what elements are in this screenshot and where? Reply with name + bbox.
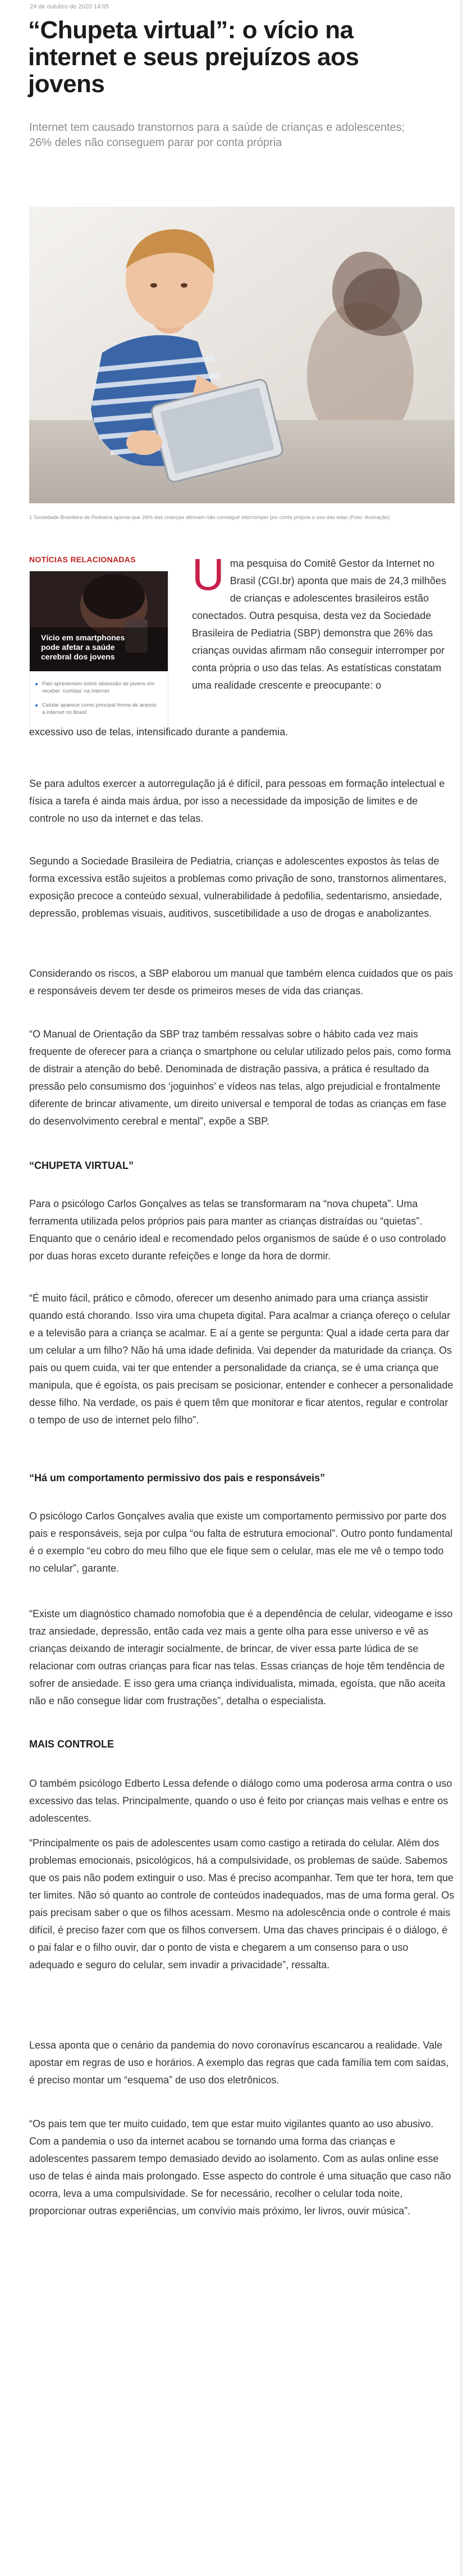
related-news-item[interactable]: Pais apresentam sobre obsessão de jovens em receber ‘curtidas’ na internet [42,680,160,695]
section-heading: MAIS CONTROLE [29,1738,114,1750]
article-body [29,1195,456,1265]
paragraph: Se para adultos exercer a autorregulação já é difícil, para pessoas em formação intelectual e física a tarefa é ainda mais árdua, por isso a necessidade da imposição de limites e de controle no uso da internet e das telas. [29,778,445,824]
intro-text: ma pesquisa do Comitê Gestor da Internet no Brasil (CGI.br) aponta que mais de 24,3 milhões de crianças e adolescentes brasileiros estão conectados. Outra pesquisa, desta vez da Sociedade Brasileira de Pediatria (SBP) demonstra que 26% das crianças ouvidas afirmam não conseguir interromper por conta própria o uso das telas. As estatísticas constatam uma realidade crescente e preocupante: o [192,558,446,691]
related-news [29,555,168,734]
article-body [29,1605,456,1710]
article-intro [192,549,456,694]
paragraph: Considerando os riscos, a SBP elaborou um manual que também elenca cuidados que os pais e responsáveis devem ter desde os primeiros meses de vida das crianças. [29,968,453,996]
article-body [29,1835,456,1974]
article-body [29,2115,456,2220]
article-body [29,853,456,922]
intro-continuation: excessivo uso de telas, intensificado durante a pandemia. [29,726,288,738]
article-body [29,775,456,827]
article-body [29,1775,456,1827]
child-with-tablet-illustration [29,207,455,503]
related-news-list [30,671,168,716]
drop-cap: U [192,549,224,599]
section-heading: “CHUPETA VIRTUAL” [29,1160,134,1171]
related-news-card[interactable] [29,571,168,734]
paragraph: “Principalmente os pais de adolescentes usam como castigo a retirada do celular. Além dos problemas emocionais, psicológicos, há a compulsividade, os problemas de saúde. Sabemos que os pais não podem extinguir o uso. Mas é preciso acompanhar. Tem que ter hora, tem que ter limites. Não só quanto ao controle de conteúdos inadequados, mas de uma forma geral. Os pais precisam saber o que os filhos acessam. Mesmo na adolescência onde o controle é mais difícil, é preciso fazer com que os filhos conversem. Uma das chaves principais é o diálogo, é o pai falar e o filho ouvir, dar o ponto de vista e chegarem a um consenso para o uso adequado e seguro do celular, sem invadir a privacidade”, ressalta. [29,1837,455,1970]
related-news-headline[interactable]: Vício em smartphones pode afetar a saúde cerebral dos jovens [41,633,125,661]
article-body [29,965,456,1000]
page-subtitle: Internet tem causado transtornos para a saúde de crianças e adolescentes; 26% deles não conseguem parar por conta própria [29,121,405,149]
publish-date: 24 de outubro de 2020 14:05 [30,3,109,10]
paragraph: “Os pais tem que ter muito cuidado, tem que estar muito vigilantes quanto ao uso abusivo. Com a pandemia o uso da internet acabou se tornando uma forma das crianças e adolescentes passarem tempo demasiado devido ao isolamento. Com as aulas online esse uso de telas é ainda mais prolongado. Esse aspecto do controle é uma situação que caso não ocorra, leva a uma compulsividade. Se for necessário, recolher o celular toda noite, proporcionar outras experiências, um convívio mais próximo, ler livros, ouvir música”. [29,2118,451,2217]
article-body [29,1026,456,1130]
hero-image [29,207,455,503]
scrollbar-track[interactable] [460,0,463,2576]
article-body [29,2037,456,2089]
paragraph: O também psicólogo Edberto Lessa defende o diálogo como uma poderosa arma contra o uso excessivo das telas. Principalmente, quando o uso é feito por crianças mais velhas e entre os adolescentes. [29,1778,452,1824]
paragraph: “É muito fácil, prático e cômodo, oferecer um desenho animado para uma criança assistir quando está chorando. Isso vira uma chupeta digital. Para acalmar a criança ofereço o celular e a televisão para a criança se acalmar. E aí a gente se pergunta: Qual a idade certa para dar um celular a um filho? Não há uma idade definida. Vai depender da maturidade da criança. Os pais ou quem cuida, vai ter que entender a personalidade da criança, se é uma criança que manipula, que é egoísta, os pais precisam se posicionar, entender e conhecer a personalidade desse filho. Na verdade, os pais é quem têm que monitorar e ficar atentos, regular e controlar o tempo de uso de internet pelo filho”. [29,1292,453,1426]
paragraph: “O Manual de Orientação da SBP traz também ressalvas sobre o hábito cada vez mais frequente de oferecer para a criança o smartphone ou celular utilizado pelos pais, como forma de distrair a atenção do bebê. Denominada de distração passiva, a prática é resultado da pressão pelo consumismo dos ‘joguinhos’ e vídeos nas telas, algo prejudicial e frontalmente diferente de brincar ativamente, um direito universal e temporal de todas as crianças em fase do desenvolvimento cerebral e mental”, expõe a SBP. [29,1028,451,1127]
related-news-title: NOTÍCIAS RELACIONADAS [29,555,136,564]
article-body [29,1469,456,1487]
paragraph: “Existe um diagnóstico chamado nomofobia que é a dependência de celular, videogame e isso traz ansiedade, depressão, então cada vez mais a gente olha para esse universo e vê as crianças deixando de interagir socialmente, de brincar, de viver essa parte lúdica de se relacionar com outras crianças para ficar nas telas. Essas crianças de hoje têm tendência de sofrer de ansiedade. E isso gera uma criança individualista, mimada, egoísta, que não aceita não e não consegue lidar com frustrações”, detalha o especialista. [29,1608,453,1706]
related-news-item[interactable]: Celular aparece como principal forma de acesso à internet no Brasil [42,702,160,716]
article-body [29,1508,456,1577]
paragraph: Segundo a Sociedade Brasileira de Pediatria, crianças e adolescentes expostos às telas de forma excessiva estão sujeitos a problemas como privação de sono, transtornos alimentares, exposição precoce a conteúdo sexual, vulnerabilidade à pedofilia, sedentarismo, ansiedade, depressão, problemas visuais, auditivos, suscetibilidade a uso de drogas e anabolizantes. [29,855,447,919]
section-heading: “Há um comportamento permissivo dos pais e responsáveis” [29,1472,326,1483]
paragraph: Lessa aponta que o cenário da pandemia do novo coronavírus escancarou a realidade. Vale apostar em regras de uso e horários. A exemplo das regras que cada família tem com saídas, é preciso montar um “esquema” de uso dos eletrônicos. [29,2040,449,2086]
paragraph: Para o psicólogo Carlos Gonçalves as telas se transformaram na “nova chupeta”. Uma ferramenta utilizada pelos próprios pais para manter as crianças distraídas ou “quietas”. Enquanto que o cenário ideal e recomendado pelos organismos de saúde é o uso controlado por duas horas exceto durante refeições e longe da hora de dormir. [29,1198,446,1262]
related-news-image[interactable] [30,571,168,671]
paragraph: O psicólogo Carlos Gonçalves avalia que existe um comportamento permissivo por parte dos pais e responsáveis, seja por culpa “ou falta de estrutura emocional”. Outro ponto fundamental é o exemplo “eu cobro do meu filho que ele fique sem o celular, mas ele me vê o tempo todo no celular”, garante. [29,1510,453,1574]
article-body [29,1157,456,1175]
page-title: “Chupeta virtual”: o vício na internet e seus prejuízos aos jovens [28,16,359,98]
hero-caption: 1 Sociedade Brasileira de Pediatria aponta que 26% das crianças afirmam não conseguir interromper por conta própria o uso das telas (Foto: Ilustração) [29,515,390,521]
article-body [29,1290,456,1429]
article-body [29,1736,456,1753]
